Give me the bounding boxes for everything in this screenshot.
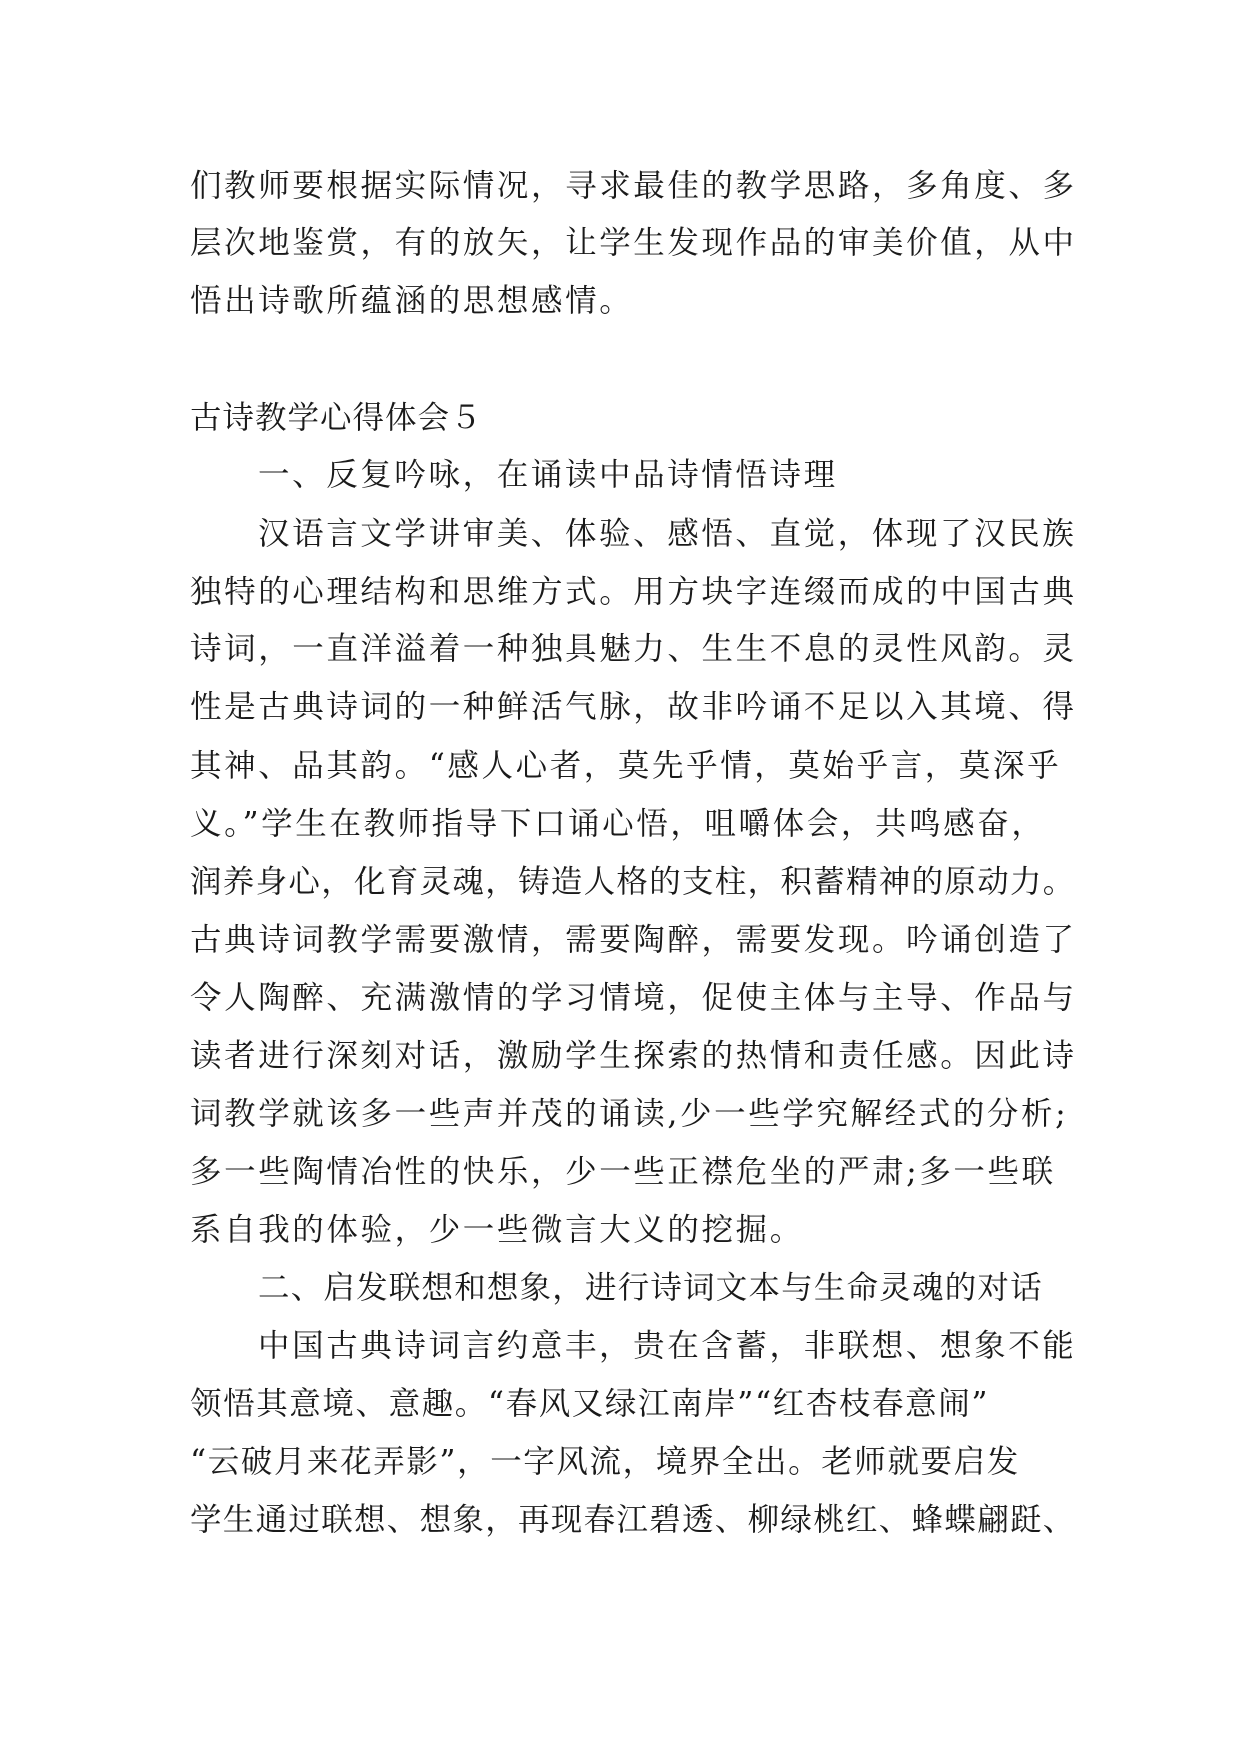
paragraph-line: 义。”学生在教师指导下口诵心悟，咀嚼体会，共鸣感奋， xyxy=(190,806,1046,842)
paragraph-line: 润养身心，化育灵魂，铸造人格的支柱，积蓄精神的原动力。 xyxy=(190,864,1076,900)
paragraph-line: “云破月来花弄影”，一字风流，境界全出。老师就要启发 xyxy=(190,1444,1020,1480)
paragraph-line: 中国古典诗词言约意丰，贵在含蓄，非联想、想象不能 xyxy=(258,1328,1077,1364)
paragraph-line: 学生通过联想、想象，再现春江碧透、柳绿桃红、蜂蝶翩跹、 xyxy=(190,1502,1076,1538)
paragraph-line: 独特的心理结构和思维方式。用方块字连缀而成的中国古典 xyxy=(190,574,1077,610)
paragraph-line: 令人陶醉、充满激情的学习情境，促使主体与主导、作品与 xyxy=(190,980,1077,1016)
paragraph-line: 多一些陶情冶性的快乐，少一些正襟危坐的严肃;多一些联 xyxy=(190,1154,1056,1190)
paragraph-line: 系自我的体验，少一些微言大义的挖掘。 xyxy=(190,1212,804,1248)
text-line: 层次地鉴赏，有的放矢，让学生发现作品的审美价值，从中 xyxy=(190,225,1077,261)
paragraph-line: 词教学就该多一些声并茂的诵读,少一些学究解经式的分析; xyxy=(190,1096,1069,1132)
paragraph-line: 汉语言文学讲审美、体验、感悟、直觉，体现了汉民族 xyxy=(258,516,1077,552)
paragraph-line: 古典诗词教学需要激情，需要陶醉，需要发现。吟诵创造了 xyxy=(190,922,1077,958)
paragraph-line: 其神、品其韵。“感人心者，莫先乎情，莫始乎言，莫深乎 xyxy=(190,748,1062,784)
text-line: 们教师要根据实际情况，寻求最佳的教学思路，多角度、多 xyxy=(190,168,1077,204)
paragraph-line: 诗词，一直洋溢着一种独具魅力、生生不息的灵性风韵。灵 xyxy=(190,631,1077,667)
paragraph-line: 读者进行深刻对话，激励学生探索的热情和责任感。因此诗 xyxy=(190,1038,1077,1074)
section-title: 古诗教学心得体会５ xyxy=(190,400,483,436)
paragraph-line: 领悟其意境、意趣。“春风又绿江南岸”“红杏枝春意闹” xyxy=(190,1386,990,1422)
section-heading-1: 一、反复吟咏，在诵读中品诗情悟诗理 xyxy=(258,457,838,493)
paragraph-line: 性是古典诗词的一种鲜活气脉，故非吟诵不足以入其境、得 xyxy=(190,689,1077,725)
section-heading-2: 二、启发联想和想象，进行诗词文本与生命灵魂的对话 xyxy=(258,1270,1043,1306)
text-line: 悟出诗歌所蕴涵的思想感情。 xyxy=(190,283,634,319)
